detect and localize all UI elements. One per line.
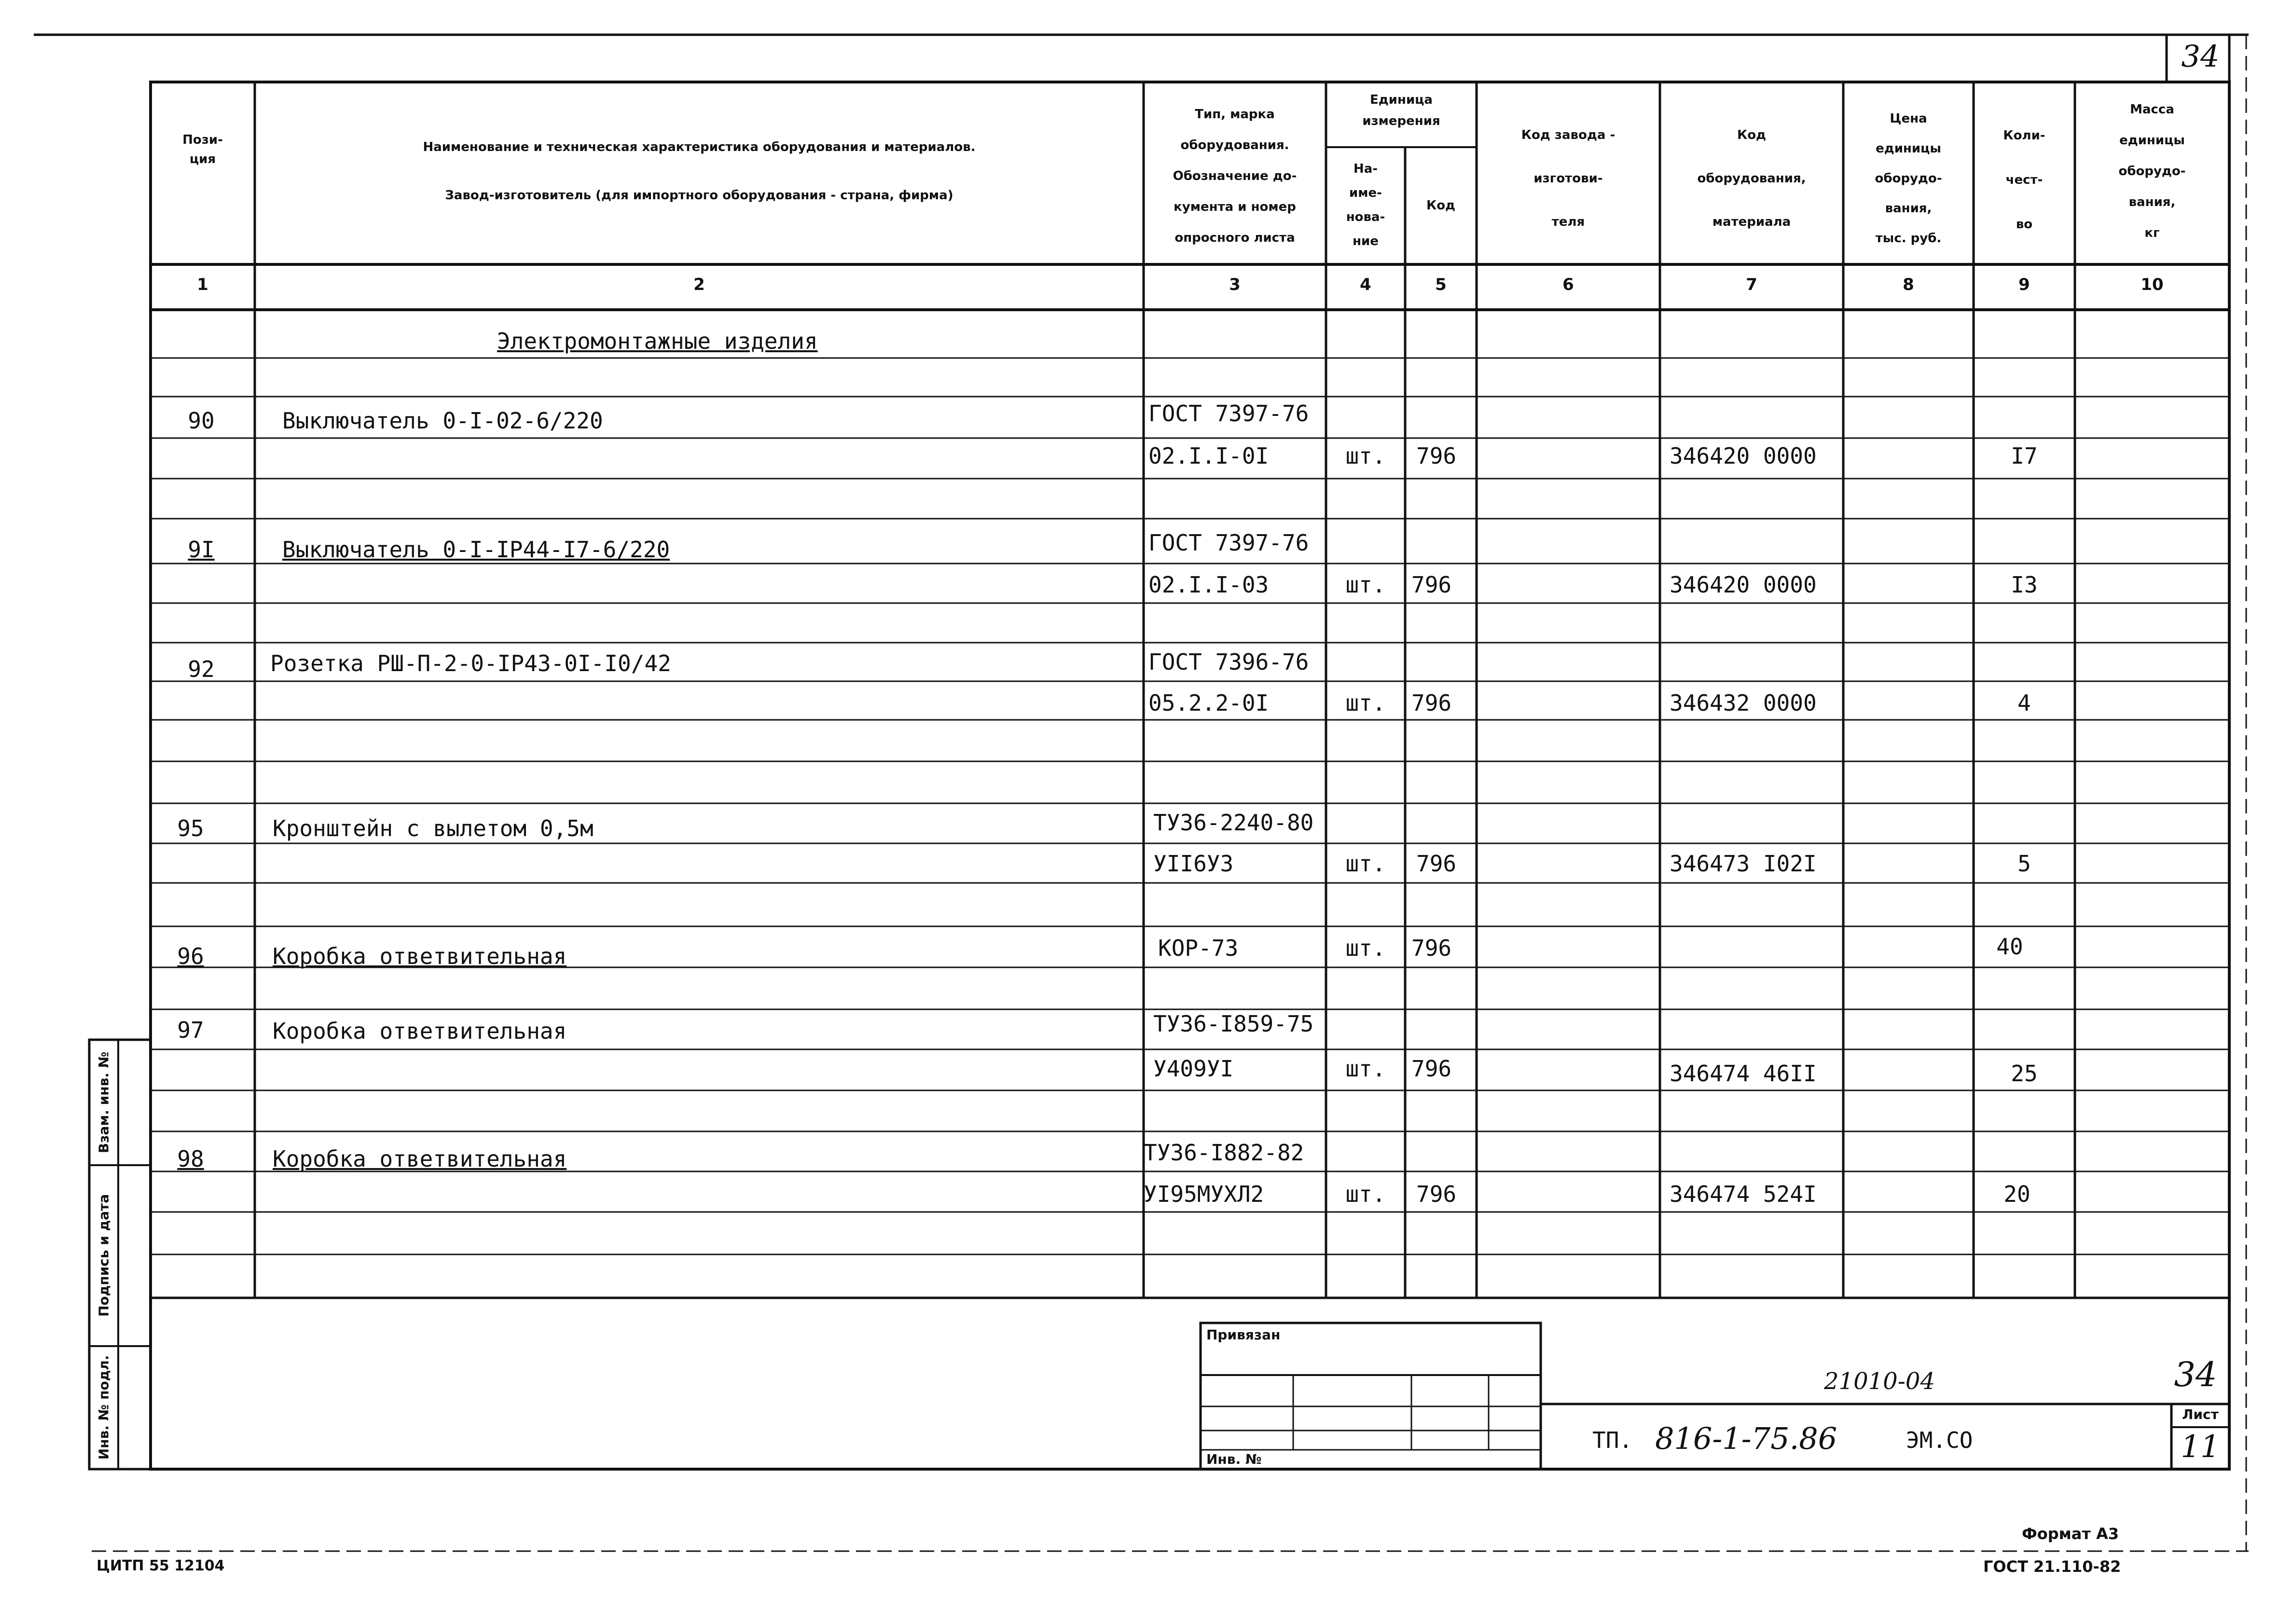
header-col8: [1843, 104, 1974, 253]
header-col4-line2: име-: [1349, 186, 1382, 200]
doc-suffix: ЭМ.СО: [1906, 1427, 1973, 1453]
colnum-6: 6: [1562, 275, 1574, 294]
item-type: У409УI: [1153, 1056, 1234, 1082]
item-unit: шт.: [1345, 1056, 1386, 1082]
order-number: 21010-04: [1824, 1368, 1935, 1395]
colnum-2: 2: [693, 275, 705, 294]
header-unit-line1: Единица: [1370, 93, 1433, 107]
header-col8-line5: тыс. руб.: [1875, 231, 1942, 246]
colnum-3: 3: [1229, 275, 1241, 294]
item-doc: ГОСТ 7396-76: [1148, 649, 1309, 675]
item-unit-code: 796: [1416, 851, 1457, 877]
item-unit: шт.: [1345, 690, 1386, 716]
item-unit: шт.: [1345, 1181, 1386, 1207]
header-col3-line4: кумента и номер: [1174, 200, 1296, 214]
item-name: Выключатель 0-I-IP44-I7-6/220: [282, 537, 670, 563]
header-col4-line1: На-: [1353, 162, 1378, 176]
colnum-7: 7: [1746, 275, 1757, 294]
item-code: 346473 I02I: [1670, 851, 1817, 877]
header-col3: [1144, 99, 1326, 253]
footer-left: ЦИТП 55 12104: [97, 1557, 225, 1574]
item-doc: ТУ36-I882-82: [1144, 1140, 1304, 1166]
item-unit-code: 796: [1416, 1181, 1457, 1207]
item-unit-code: 796: [1411, 572, 1452, 598]
header-col4-line3: нова-: [1346, 210, 1385, 224]
colnum-10: 10: [2141, 275, 2164, 294]
header-unit-line2: измерения: [1362, 114, 1440, 128]
item-unit-code: 796: [1416, 443, 1457, 469]
header-col1: [151, 130, 255, 169]
item-code: 346474 46II: [1670, 1060, 1817, 1087]
header-col3-line3: Обозначение до-: [1173, 169, 1297, 183]
header-col10-line4: вания,: [2128, 195, 2176, 209]
item-unit-code: 796: [1411, 1056, 1452, 1082]
footer-format: Формат А3: [2022, 1525, 2119, 1543]
header-col3-line1: Тип, марка: [1195, 107, 1275, 122]
item-pos: 98: [177, 1146, 204, 1172]
sheet-number-top: 34: [2174, 1355, 2217, 1394]
header-col8-line1: Цена: [1890, 111, 1927, 126]
header-col10-line1: Масса: [2130, 102, 2174, 117]
colnum-1: 1: [197, 275, 208, 294]
item-pos: 9I: [188, 537, 215, 563]
header-col10-line3: оборудо-: [2118, 164, 2186, 179]
item-qty: 25: [2011, 1060, 2038, 1087]
item-type: УII6У3: [1153, 851, 1234, 877]
header-col7-line3: материала: [1712, 215, 1791, 229]
item-unit: шт.: [1345, 851, 1386, 877]
item-qty: 40: [1996, 934, 2023, 960]
item-qty: 5: [2017, 851, 2031, 877]
header-col2-line1: Наименование и техническая характеристика оборудования и материалов.: [423, 140, 976, 154]
header-col2-line2: Завод-изготовитель (для импортного оборудования - страна, фирма): [445, 188, 953, 203]
item-doc: ГОСТ 7397-76: [1148, 400, 1309, 427]
header-col7: [1660, 113, 1843, 244]
item-pos: 90: [188, 408, 215, 434]
item-code: 346420 0000: [1670, 443, 1817, 469]
stamp-inv-podl: Инв. № подл.: [96, 1355, 112, 1460]
item-type: УI95МУХЛ2: [1144, 1181, 1264, 1207]
list-label: Лист: [2182, 1406, 2219, 1422]
item-code: 346474 524I: [1670, 1181, 1817, 1207]
item-pos: 96: [177, 943, 204, 969]
corner-sheet-number: 34: [2181, 39, 2220, 74]
item-doc: КОР-73: [1158, 935, 1239, 961]
item-name: Коробка ответвительная: [273, 943, 567, 969]
header-col3-line2: оборудования.: [1180, 138, 1289, 152]
item-doc: ГОСТ 7397-76: [1148, 530, 1309, 556]
header-col6-line3: теля: [1551, 215, 1585, 229]
header-col4: [1326, 157, 1405, 253]
header-col9: [1974, 113, 2075, 247]
colnum-9: 9: [2018, 275, 2030, 294]
item-name: Выключатель 0-I-02-6/220: [282, 408, 603, 434]
header-col6: [1477, 113, 1660, 244]
item-name: Коробка ответвительная: [273, 1018, 567, 1044]
item-doc: ТУ36-I859-75: [1153, 1011, 1314, 1037]
header-col10-line5: кг: [2144, 226, 2160, 240]
item-unit-code: 796: [1411, 935, 1452, 961]
privyazan-label: Привязан: [1206, 1327, 1281, 1343]
item-unit: шт.: [1345, 572, 1386, 598]
item-unit: шт.: [1345, 443, 1386, 469]
item-qty: I7: [2011, 443, 2038, 469]
item-type: 02.I.I-0I: [1148, 443, 1269, 469]
header-col6-line1: Код завода -: [1521, 128, 1616, 142]
item-type: 05.2.2-0I: [1148, 690, 1269, 716]
item-qty: I3: [2011, 572, 2038, 598]
header-col1-line1: Пози-: [182, 133, 223, 147]
section-title: Электромонтажные изделия: [497, 328, 818, 354]
header-col9-line1: Коли-: [2003, 128, 2045, 143]
header-col4-line4: ние: [1353, 234, 1379, 248]
colnum-4: 4: [1360, 275, 1371, 294]
header-col3-line5: опросного листа: [1174, 231, 1295, 245]
header-col8-line4: вания,: [1885, 201, 1932, 216]
item-unit: шт.: [1345, 935, 1386, 961]
item-doc: ТУ36-2240-80: [1153, 810, 1314, 836]
header-col2: [255, 123, 1144, 220]
item-unit-code: 796: [1411, 690, 1452, 716]
item-pos: 92: [188, 656, 215, 682]
list-number: 11: [2181, 1429, 2220, 1465]
colnum-5: 5: [1435, 275, 1447, 294]
item-qty: 4: [2017, 690, 2031, 716]
inv-no-label: Инв. №: [1206, 1451, 1262, 1467]
header-col10-line2: единицы: [2119, 133, 2185, 148]
header-col8-line2: единицы: [1876, 141, 1941, 156]
item-pos: 95: [177, 815, 204, 841]
item-name: Розетка РШ-П-2-0-IP43-0I-I0/42: [270, 650, 671, 676]
footer-gost: ГОСТ 21.110-82: [1983, 1557, 2121, 1576]
header-col6-line2: изготови-: [1533, 171, 1603, 186]
item-code: 346432 0000: [1670, 690, 1817, 716]
header-col1-line2: ция: [189, 152, 216, 166]
stamp-vzam: Взам. инв. №: [96, 1051, 112, 1154]
header-unit-group: [1326, 89, 1477, 132]
header-col10: [2075, 94, 2229, 248]
header-col9-line2: чест-: [2005, 173, 2043, 187]
doc-number: 816-1-75.86: [1655, 1421, 1837, 1456]
item-name: Коробка ответвительная: [273, 1146, 567, 1172]
item-type: 02.I.I-03: [1148, 572, 1269, 598]
header-col9-line3: во: [2016, 217, 2033, 232]
item-name: Кронштейн с вылетом 0,5м: [273, 815, 594, 841]
colnum-8: 8: [1903, 275, 1914, 294]
doc-prefix: ТП.: [1592, 1427, 1633, 1453]
stamp-podpis: Подпись и дата: [96, 1194, 112, 1317]
header-col5: Код: [1426, 198, 1456, 213]
item-qty: 20: [2003, 1181, 2030, 1207]
item-code: 346420 0000: [1670, 572, 1817, 598]
item-pos: 97: [177, 1017, 204, 1043]
header-col8-line3: оборудо-: [1875, 171, 1942, 186]
header-col7-line1: Код: [1737, 128, 1767, 142]
header-col7-line2: оборудования,: [1697, 171, 1806, 186]
